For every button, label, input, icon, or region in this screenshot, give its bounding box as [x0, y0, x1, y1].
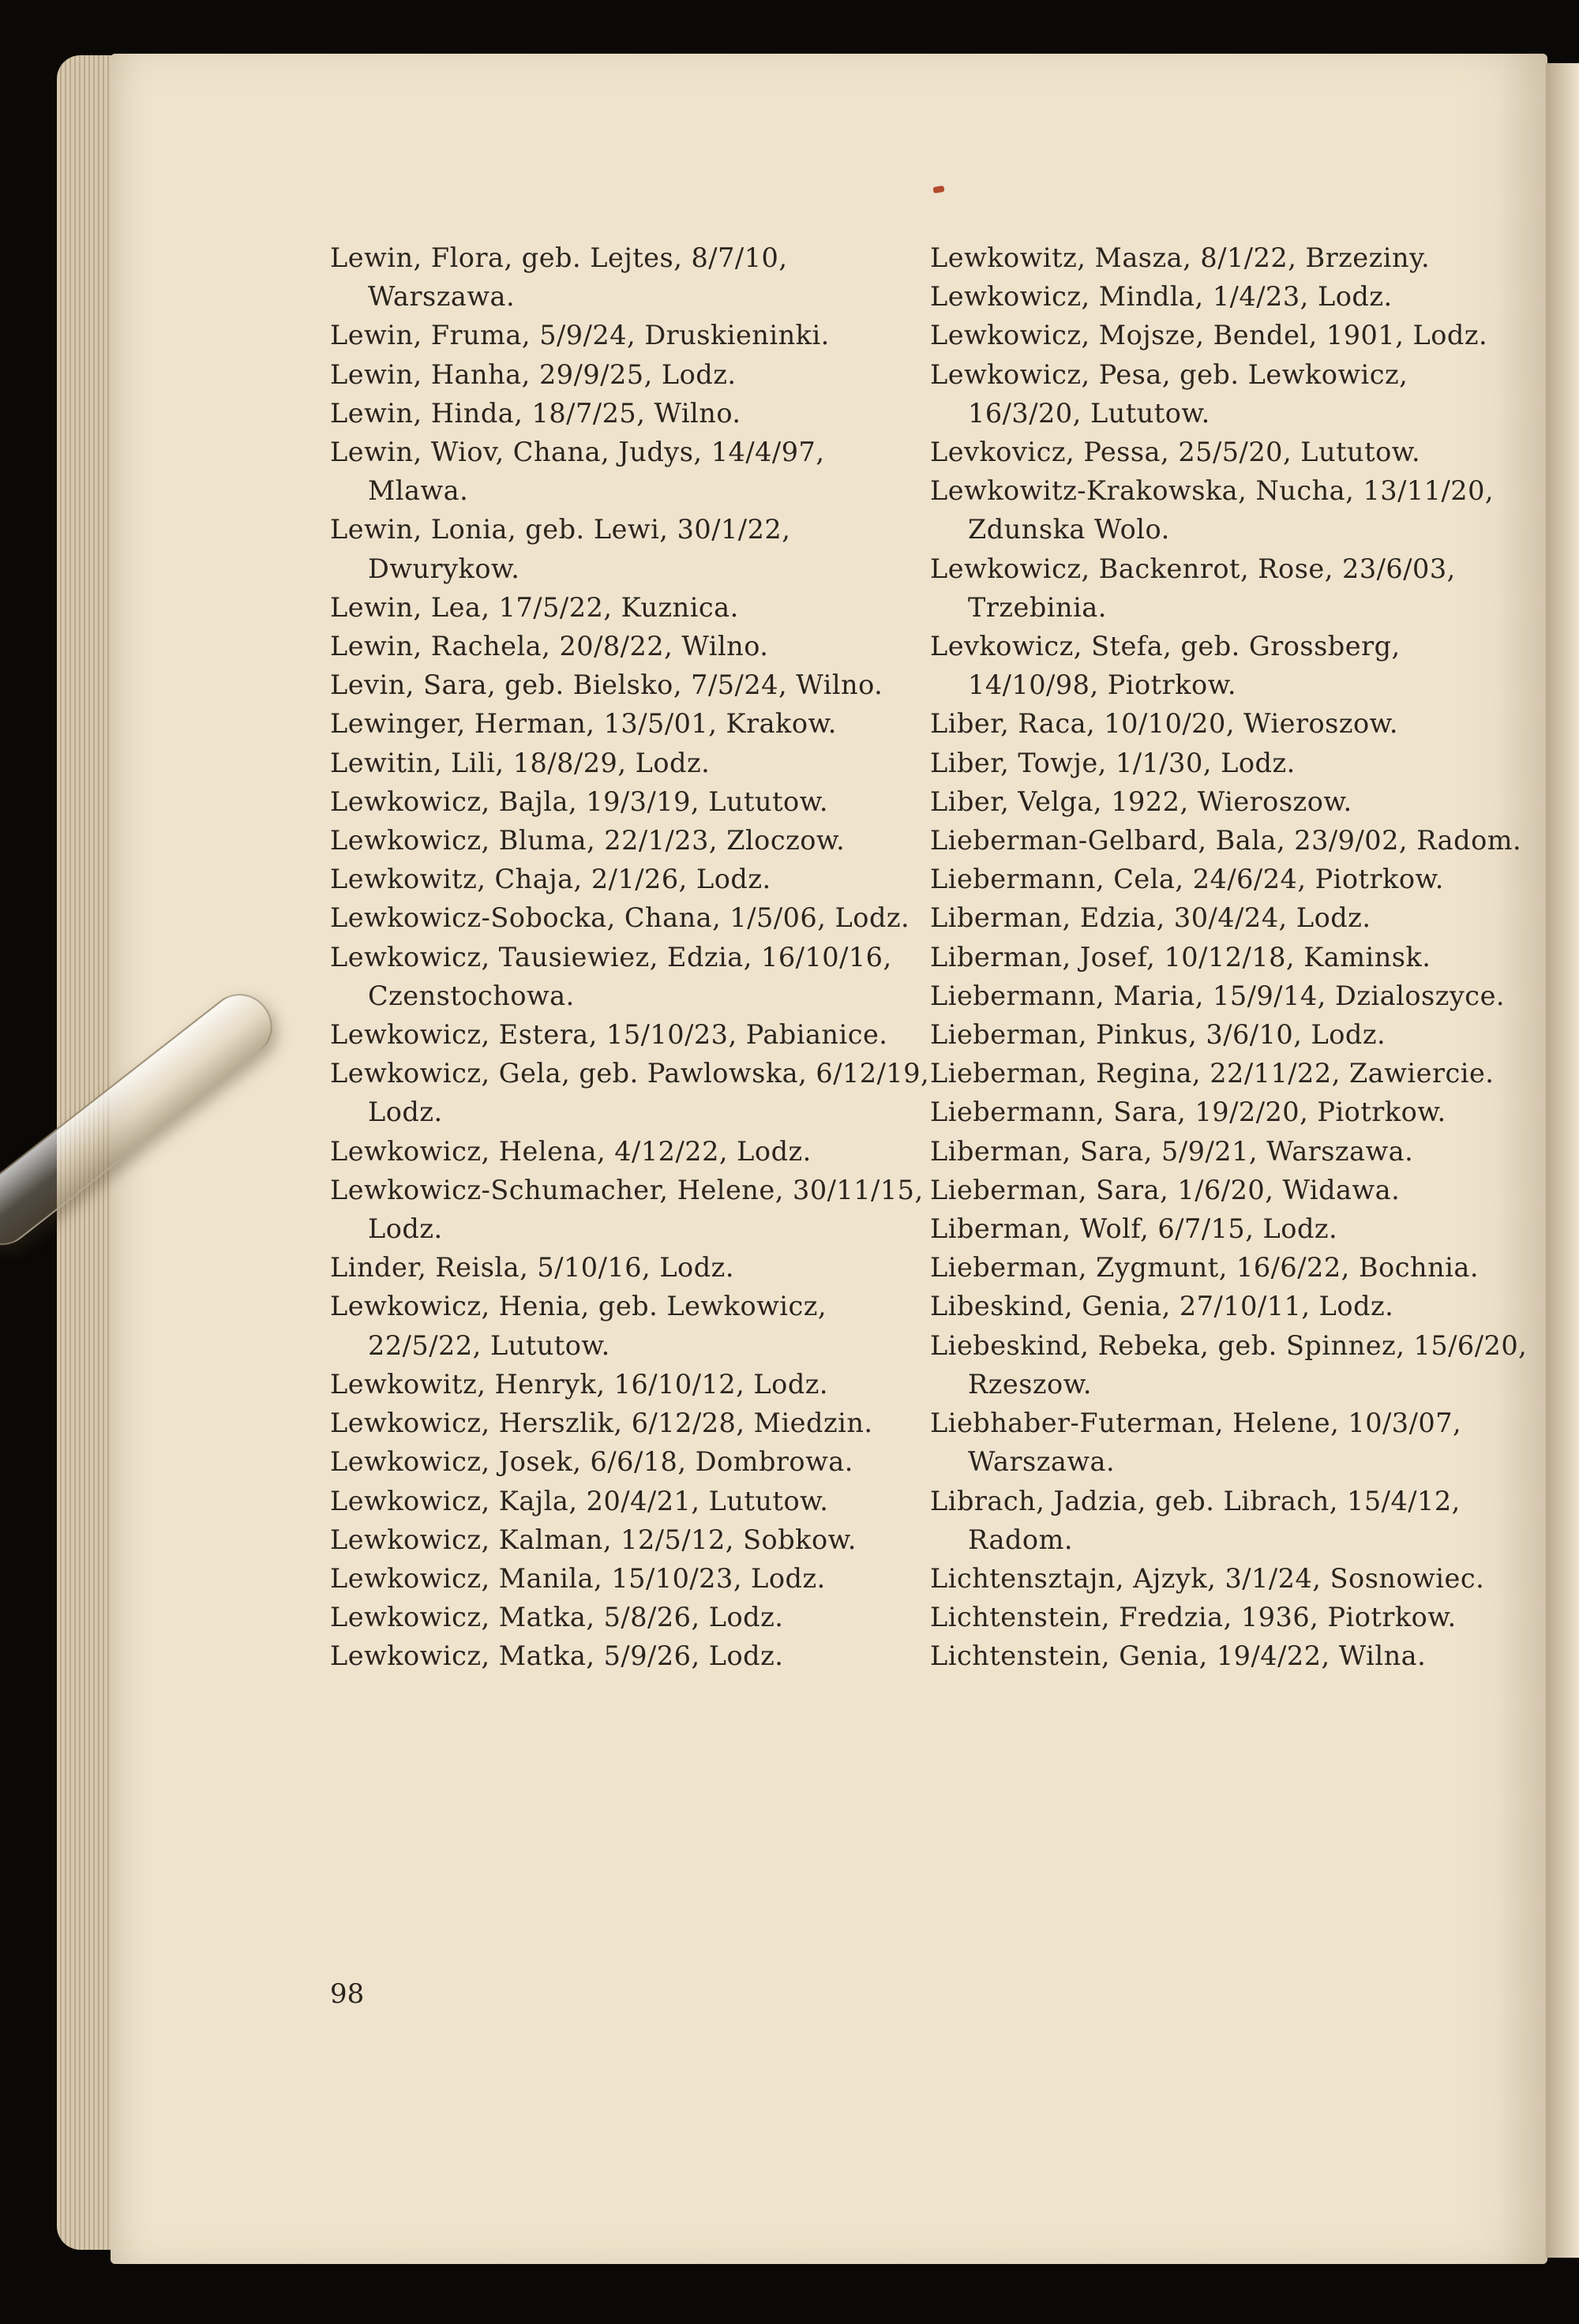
name-entry: Lewkowicz, Bajla, 19/3/19, Lututow.: [330, 785, 829, 817]
name-entry: Levin, Sara, geb. Bielsko, 7/5/24, Wilno.: [330, 669, 883, 701]
name-entry: Lewkowicz, Bluma, 22/1/23, Zloczow.: [330, 825, 846, 857]
name-entry: Lichtenstein, Genia, 19/4/22, Wilna.: [930, 1640, 1427, 1672]
page-number: 98: [330, 1978, 365, 2010]
name-entry: Liebeskind, Rebeka, geb. Spinnez, 15/6/20, Rzeszow.: [930, 1329, 1528, 1400]
name-entry: Lichtensztajn, Ajzyk, 3/1/24, Sosnowiec.: [930, 1562, 1485, 1594]
name-entry: Lewkowicz, Mindla, 1/4/23, Lodz.: [930, 281, 1393, 313]
name-entry: Librach, Jadzia, geb. Librach, 15/4/12, Radom.: [930, 1485, 1461, 1555]
name-entry: Liberman, Sara, 5/9/21, Warszawa.: [930, 1135, 1414, 1167]
name-entry: Liber, Velga, 1922, Wieroszow.: [930, 785, 1352, 817]
name-entry: Lewin, Hinda, 18/7/25, Wilno.: [330, 397, 741, 429]
name-entry: Liebermann, Cela, 24/6/24, Piotrkow.: [930, 864, 1444, 895]
name-entry: Lewkowitz-Krakowska, Nucha, 13/11/20, Zdunska Wolo.: [930, 475, 1495, 545]
name-entry: Lieberman, Regina, 22/11/22, Zawiercie.: [930, 1058, 1495, 1089]
name-entry: Lewkowitz, Masza, 8/1/22, Brzeziny.: [930, 242, 1431, 273]
name-entry: Liber, Towje, 1/1/30, Lodz.: [930, 747, 1296, 778]
name-entry: Liebermann, Maria, 15/9/14, Dzialoszyce.: [930, 980, 1506, 1011]
name-entry: Lieberman, Sara, 1/6/20, Widawa.: [930, 1174, 1401, 1205]
name-entry: Liebermann, Sara, 19/2/20, Piotrkow.: [930, 1096, 1446, 1128]
name-entry: Lieberman, Pinkus, 3/6/10, Lodz.: [930, 1019, 1386, 1051]
name-entry: Lewkowicz, Matka, 5/9/26, Lodz.: [330, 1640, 784, 1672]
name-entry: Lewkowitz, Henryk, 16/10/12, Lodz.: [330, 1368, 829, 1400]
name-entry: Lewkowicz-Schumacher, Helene, 30/11/15, Lodz.: [330, 1174, 924, 1245]
name-entry: Lewkowicz, Mojsze, Bendel, 1901, Lodz.: [930, 320, 1488, 351]
name-entry: Lewkowicz, Josek, 6/6/18, Dombrowa.: [330, 1446, 853, 1478]
name-entry: Liber, Raca, 10/10/20, Wieroszow.: [930, 708, 1399, 740]
name-entry: Lewkowicz, Manila, 15/10/23, Lodz.: [330, 1562, 826, 1594]
right-column: [930, 238, 1530, 1676]
name-entry: Lewin, Fruma, 5/9/24, Druskieninki.: [330, 320, 830, 351]
name-entry: Lieberman-Gelbard, Bala, 23/9/02, Radom.: [930, 825, 1522, 857]
name-entry: Lewkowicz, Kalman, 12/5/12, Sobkow.: [330, 1524, 857, 1555]
opposite-page-edge: [1546, 63, 1579, 2258]
name-entry: Lewkowicz, Herszlik, 6/12/28, Miedzin.: [330, 1408, 873, 1439]
name-entry: Libeskind, Genia, 27/10/11, Lodz.: [930, 1291, 1394, 1322]
name-entry: Linder, Reisla, 5/10/16, Lodz.: [330, 1252, 734, 1284]
name-entry: Lewin, Lonia, geb. Lewi, 30/1/22, Dwurykow.: [330, 514, 791, 584]
name-entry: Lewkowicz, Matka, 5/8/26, Lodz.: [330, 1602, 784, 1633]
name-entry: Lewin, Lea, 17/5/22, Kuznica.: [330, 591, 739, 623]
name-entry: Lewin, Flora, geb. Lejtes, 8/7/10, Warszawa.: [330, 242, 788, 313]
name-entry: Lewkowicz, Backenrot, Rose, 23/6/03, Trzebinia.: [930, 553, 1456, 623]
name-entry: Lichtenstein, Fredzia, 1936, Piotrkow.: [930, 1602, 1457, 1633]
name-entry: Lewkowicz, Estera, 15/10/23, Pabianice.: [330, 1019, 888, 1051]
name-entry: Levkovicz, Pessa, 25/5/20, Lututow.: [930, 437, 1421, 468]
name-entry: Lewkowicz, Gela, geb. Pawlowska, 6/12/19, Lodz.: [330, 1058, 930, 1128]
name-entry: Lewkowicz, Henia, geb. Lewkowicz, 22/5/22, Lututow.: [330, 1291, 827, 1361]
name-entry: Lewin, Wiov, Chana, Judys, 14/4/97, Mlawa.: [330, 437, 825, 507]
name-entry: Lewkowicz, Kajla, 20/4/21, Lututow.: [330, 1485, 829, 1516]
name-entry: Liberman, Edzia, 30/4/24, Lodz.: [930, 902, 1371, 934]
left-column: [330, 238, 930, 1676]
name-entry: Lewin, Hanha, 29/9/25, Lodz.: [330, 358, 737, 390]
name-entry: Lewin, Rachela, 20/8/22, Wilno.: [330, 631, 769, 662]
name-entry: Lewitin, Lili, 18/8/29, Lodz.: [330, 747, 711, 778]
name-entry: Lewkowicz-Sobocka, Chana, 1/5/06, Lodz.: [330, 902, 910, 934]
name-entry: Lewinger, Herman, 13/5/01, Krakow.: [330, 708, 837, 740]
name-entry: Lieberman, Zygmunt, 16/6/22, Bochnia.: [930, 1252, 1479, 1284]
name-entry: Lewkowicz, Pesa, geb. Lewkowicz, 16/3/20, Lututow.: [930, 358, 1408, 429]
name-entry: Lewkowicz, Tausiewiez, Edzia, 16/10/16, Czenstochowa.: [330, 941, 892, 1011]
name-entry: Lewkowicz, Helena, 4/12/22, Lodz.: [330, 1135, 812, 1167]
name-entry: Levkowicz, Stefa, geb. Grossberg, 14/10/98, Piotrkow.: [930, 631, 1401, 701]
name-entry: Liberman, Josef, 10/12/18, Kaminsk.: [930, 941, 1431, 973]
name-entry: Liebhaber-Futerman, Helene, 10/3/07, Warszawa.: [930, 1408, 1462, 1478]
name-entry: Lewkowitz, Chaja, 2/1/26, Lodz.: [330, 864, 771, 895]
name-entry: Liberman, Wolf, 6/7/15, Lodz.: [930, 1213, 1338, 1245]
